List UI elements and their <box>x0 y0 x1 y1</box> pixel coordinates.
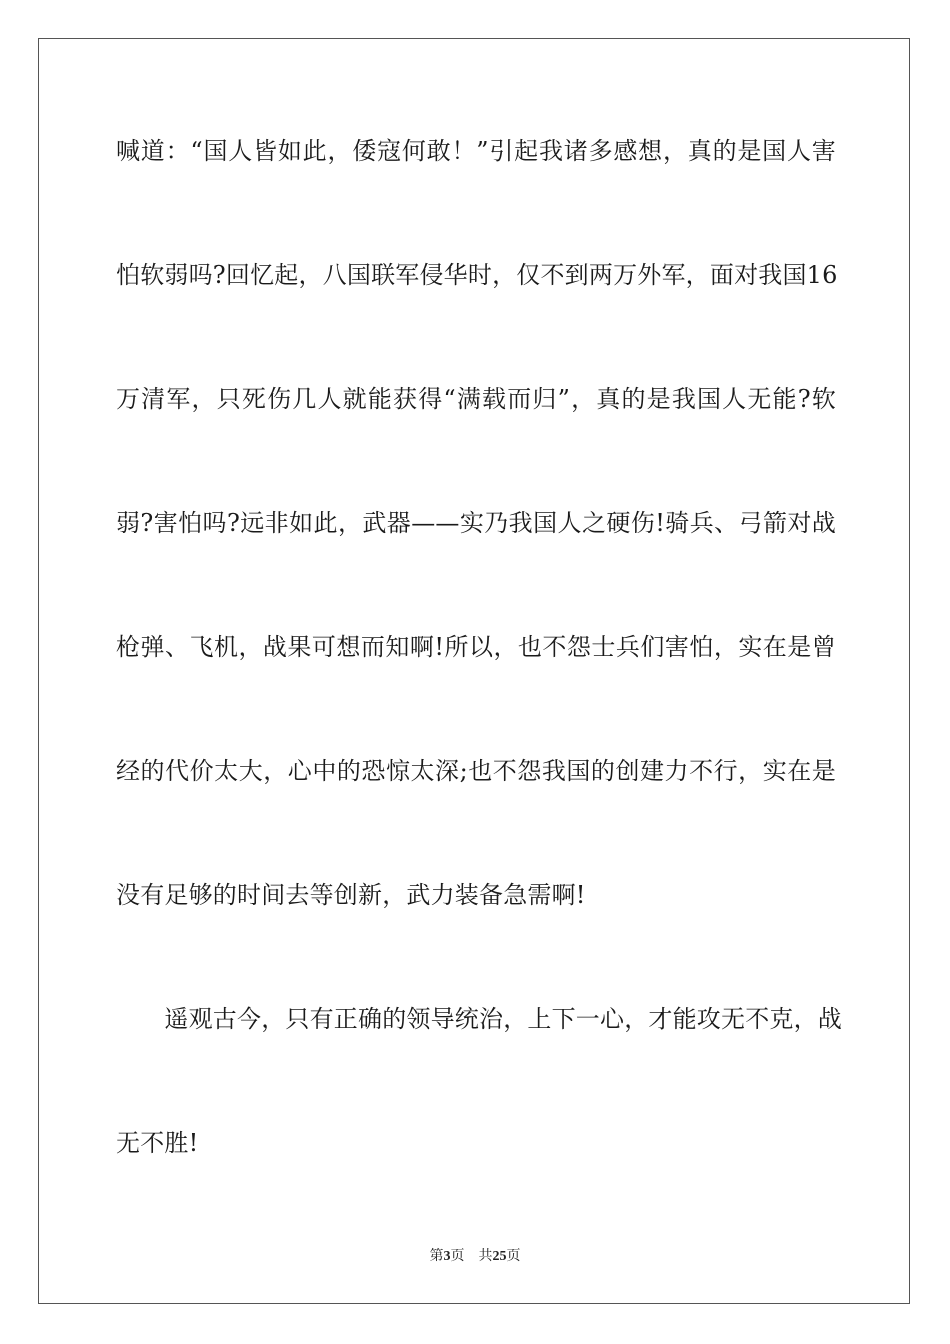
text-line-7: 没有足够的时间去等创新，武力装备急需啊! <box>116 881 586 909</box>
text-line-2: 怕软弱吗?回忆起，八国联军侵华时，仅不到两万外军，面对我国16 <box>116 261 838 289</box>
text-line-9: 无不胜! <box>116 1129 199 1157</box>
text-line-3: 万清军，只死伤几人就能获得“满载而归”，真的是我国人无能?软 <box>116 385 836 413</box>
footer-total-prefix: 共 <box>478 1248 493 1264</box>
text-line-6: 经的代价太大，心中的恐惊太深;也不怨我国的创建力不行，实在是 <box>116 757 836 785</box>
footer-page-suffix: 页 <box>450 1248 465 1264</box>
footer-page-number: 3 <box>443 1249 451 1264</box>
page-footer <box>0 1247 950 1266</box>
footer-total-suffix: 页 <box>506 1248 521 1264</box>
text-line-1: 喊道：“国人皆如此，倭寇何敢！”引起我诸多感想，真的是国人害 <box>116 137 836 165</box>
text-line-4: 弱?害怕吗?远非如此，武器——实乃我国人之硬伤!骑兵、弓箭对战 <box>116 509 836 537</box>
footer-total-pages: 25 <box>492 1249 507 1264</box>
text-line-5: 枪弹、飞机，战果可想而知啊!所以，也不怨士兵们害怕，实在是曾 <box>116 633 836 661</box>
footer-page-prefix: 第 <box>429 1248 444 1264</box>
text-line-8: 遥观古今，只有正确的领导统治，上下一心，才能攻无不克，战 <box>116 1005 842 1033</box>
page-border <box>38 38 910 1304</box>
